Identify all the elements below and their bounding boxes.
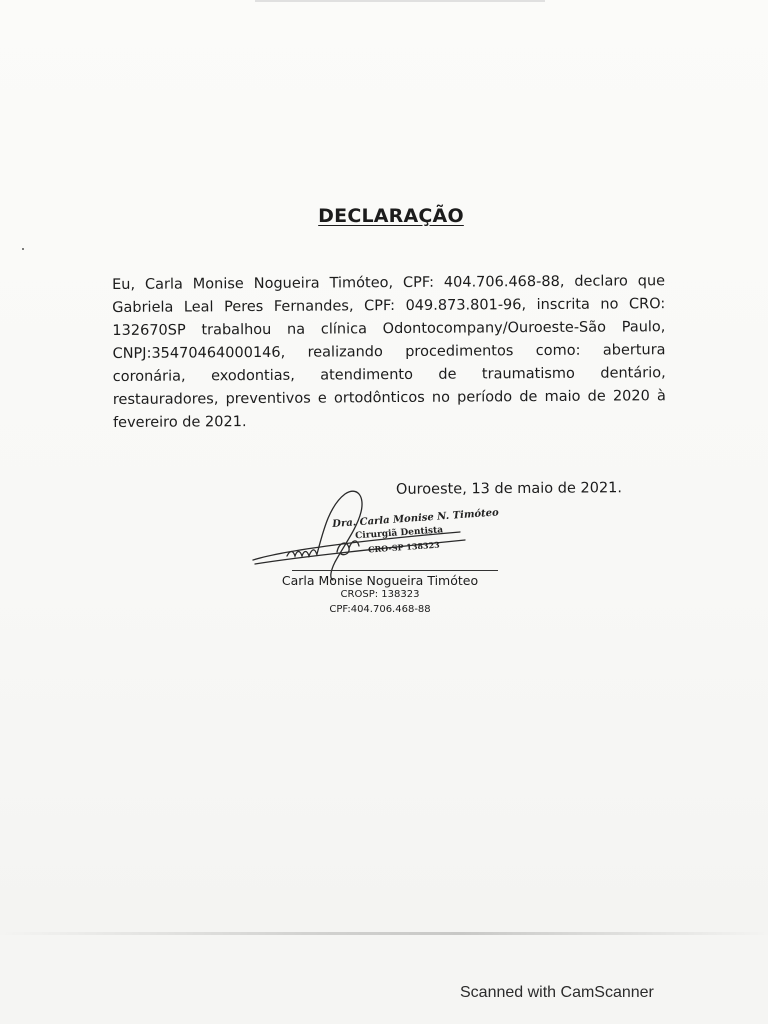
body-line: restauradores, preventivos e ortodônticos no período de maio de 2020 à: [112, 388, 666, 408]
signer-crosp: CROSP: 138323: [340, 589, 420, 600]
declaration-body: [112, 270, 666, 435]
body-line: Gabriela Leal Peres Fernandes, CPF: 049.873.801-96, inscrita no CRO:: [112, 296, 666, 316]
body-line: CNPJ:35470464000146, realizando procedimentos como: abertura: [112, 342, 666, 362]
signer-name: Carla Monise Nogueira Timóteo: [281, 573, 479, 588]
body-line: fevereiro de 2021.: [112, 414, 247, 431]
body-line: Eu, Carla Monise Nogueira Timóteo, CPF: 404.706.468-88, declaro que: [112, 273, 666, 293]
paper-bottom-edge: [0, 932, 768, 935]
stamp-role: Cirurgiã Dentista: [354, 525, 444, 542]
signer-cpf: CPF:404.706.468-88: [329, 604, 431, 615]
professional-stamp: [332, 507, 500, 567]
paper-top-edge: [255, 0, 545, 2]
body-line: coronária, exodontias, atendimento de traumatismo dentário,: [112, 365, 666, 385]
stamp-name: Dra. Carla Monise N. Timóteo: [332, 507, 500, 530]
scanner-watermark: Scanned with CamScanner: [460, 984, 654, 1001]
place-date: Ouroeste, 13 de maio de 2021.: [395, 480, 623, 498]
document-title: DECLARAÇÃO: [318, 205, 464, 227]
body-line: 132670SP trabalhou na clínica Odontocompany/Ouroeste-São Paulo,: [112, 319, 666, 339]
stamp-cro: CRO-SP 138323: [367, 539, 440, 555]
scan-speck: [22, 248, 24, 250]
signature-line: [292, 570, 498, 571]
